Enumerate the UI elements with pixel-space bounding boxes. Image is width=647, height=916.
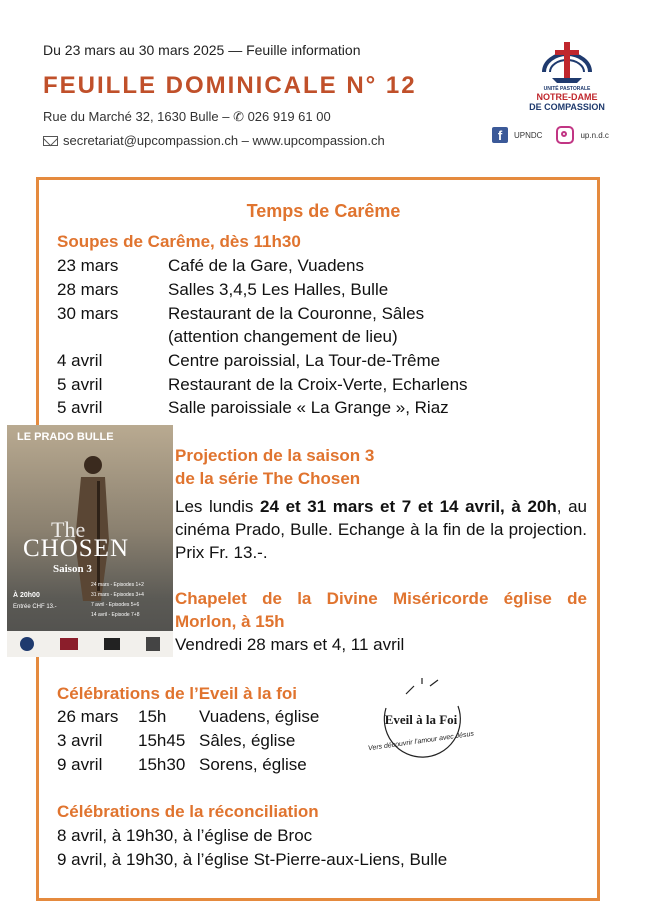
poster-entry: Entrée CHF 13.- bbox=[13, 604, 57, 610]
soupe-place: Restaurant de la Croix-Verte, Echarlens bbox=[168, 375, 468, 394]
logo-line2: NOTRE-DAME bbox=[536, 92, 598, 102]
soupes-heading: Soupes de Carême, dès 11h30 bbox=[57, 232, 301, 251]
list-item bbox=[0, 375, 647, 399]
soupe-place: Restaurant de la Couronne, Sâles bbox=[168, 304, 425, 323]
date-line: Du 23 mars au 30 mars 2025 — Feuille information bbox=[43, 42, 361, 58]
list-item bbox=[0, 731, 360, 755]
soupe-note: (attention changement de lieu) bbox=[168, 327, 398, 346]
poster-cinema: LE PRADO BULLE bbox=[17, 431, 114, 443]
soupe-date: 5 avril bbox=[57, 398, 103, 417]
projection-dates: 24 et 31 mars et 7 et 14 avril, à 20h bbox=[260, 497, 557, 516]
eveil-heading: Célébrations de l’Eveil à la foi bbox=[57, 684, 297, 703]
chapelet-heading-2: Morlon, à 15h bbox=[175, 612, 285, 631]
poster-episode: 7 avril - Episodes 5+6 bbox=[91, 602, 140, 608]
page-title: FEUILLE DOMINICALE N° 12 bbox=[43, 72, 417, 99]
list-item bbox=[0, 256, 647, 280]
soupe-date: 5 avril bbox=[57, 375, 103, 394]
parish-logo bbox=[522, 38, 612, 114]
sponsor-logo-icon bbox=[104, 638, 120, 650]
poster-sponsor-strip bbox=[7, 631, 173, 657]
soupe-date: 28 mars bbox=[57, 280, 119, 299]
projection-heading: Projection de la saison 3 bbox=[175, 446, 375, 465]
list-item bbox=[0, 327, 647, 351]
soupe-date: 30 mars bbox=[57, 304, 119, 323]
poster-episode: 24 mars - Episodes 1+2 bbox=[91, 582, 144, 588]
list-item: 9 avril, à 19h30, à l’église St-Pierre-aux-Liens, Bulle bbox=[57, 850, 448, 869]
logo-line1: UNITÉ PASTORALE bbox=[543, 86, 591, 92]
eveil-time: 15h45 bbox=[138, 731, 186, 750]
logo-line3: DE COMPASSION bbox=[529, 102, 605, 112]
poster-saison: Saison 3 bbox=[53, 563, 92, 575]
eveil-place: Sâles, église bbox=[199, 731, 296, 750]
contact-line bbox=[43, 133, 385, 148]
eveil-place: Sorens, église bbox=[199, 755, 307, 774]
list-item bbox=[0, 755, 360, 779]
facebook-handle[interactable]: UPNDC bbox=[514, 130, 543, 140]
poster-time: À 20h00 bbox=[13, 592, 40, 599]
eveil-logo-title: Eveil à la Foi bbox=[384, 712, 458, 727]
email-web-link[interactable]: secretariat@upcompassion.ch – www.upcompassion.ch bbox=[63, 133, 385, 148]
instagram-handle[interactable]: up.n.d.c bbox=[580, 130, 609, 140]
soupe-date: 23 mars bbox=[57, 256, 119, 275]
list-item bbox=[0, 707, 360, 731]
reconciliation-heading: Célébrations de la réconciliation bbox=[57, 802, 319, 821]
eveil-time: 15h30 bbox=[138, 755, 186, 774]
poster-chosen: CHOSEN bbox=[23, 535, 130, 562]
section-title-careme: Temps de Carême bbox=[246, 201, 401, 221]
poster-episode: 14 avril - Episode 7+8 bbox=[91, 612, 140, 618]
soupe-place: Café de la Gare, Vuadens bbox=[168, 256, 364, 275]
eveil-date: 9 avril bbox=[57, 755, 103, 774]
poster-episode: 31 mars - Episodes 3+4 bbox=[91, 592, 144, 598]
sponsor-logo-icon bbox=[146, 637, 160, 651]
sponsor-logo-icon bbox=[60, 638, 78, 650]
chapelet-dates: Vendredi 28 mars et 4, 11 avril bbox=[175, 635, 405, 654]
eveil-place: Vuadens, église bbox=[199, 707, 320, 726]
soupe-date: 4 avril bbox=[57, 351, 103, 370]
projection-heading-2: de la série The Chosen bbox=[175, 469, 361, 488]
eveil-date: 26 mars bbox=[57, 707, 119, 726]
list-item bbox=[0, 280, 647, 304]
sponsor-logo-icon bbox=[20, 637, 34, 651]
social-links bbox=[492, 126, 609, 144]
projection-text bbox=[175, 495, 587, 564]
the-chosen-poster bbox=[7, 425, 173, 657]
chapelet-heading: Chapelet de la Divine Miséricorde église de bbox=[175, 589, 587, 608]
list-item: 8 avril, à 19h30, à l’église de Broc bbox=[57, 826, 313, 845]
soupe-place: Salle paroissiale « La Grange », Riaz bbox=[168, 398, 449, 417]
eveil-logo-subtitle: Vers découvrir l’amour avec Jésus bbox=[367, 730, 475, 753]
eveil-a-la-foi-logo bbox=[366, 676, 476, 778]
envelope-icon bbox=[43, 136, 58, 146]
projection-text-end: , au cinéma Prado, Bulle. Echange à la fin de la projection. Prix Fr. 13.-. bbox=[175, 497, 587, 562]
projection-text-start: Les lundis bbox=[175, 497, 261, 516]
list-item bbox=[0, 398, 647, 422]
address-line: Rue du Marché 32, 1630 Bulle – ✆ 026 919 61 00 bbox=[43, 109, 331, 124]
soupe-place: Centre paroissial, La Tour-de-Trême bbox=[168, 351, 441, 370]
instagram-icon[interactable] bbox=[556, 126, 574, 144]
eveil-date: 3 avril bbox=[57, 731, 103, 750]
facebook-icon[interactable]: f bbox=[492, 127, 508, 143]
poster-the: The bbox=[51, 517, 86, 542]
soupe-place: Salles 3,4,5 Les Halles, Bulle bbox=[168, 280, 389, 299]
list-item bbox=[0, 351, 647, 375]
list-item bbox=[0, 304, 647, 328]
eveil-time: 15h bbox=[138, 707, 167, 726]
cross-logo-icon bbox=[522, 38, 612, 86]
